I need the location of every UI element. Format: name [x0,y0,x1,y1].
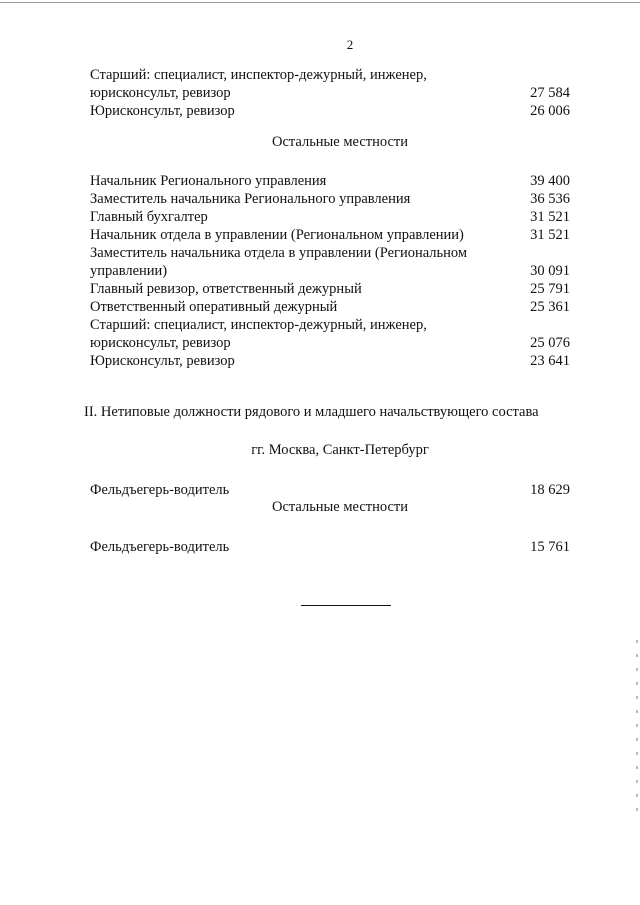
position-label: Фельдъегерь-водитель [90,482,230,498]
position-label: Старший: специалист, инспектор-дежурный, инженер, юрисконсульт, ревизор [90,67,427,101]
position-label: Ответственный оперативный дежурный [90,299,338,315]
position-label: Начальник Регионального управления [90,173,327,189]
top-rates-block [90,66,570,120]
position-label: Главный бухгалтер [90,209,208,225]
section-heading-other-localities: Остальные местности [271,134,409,150]
city-heading: гг. Москва, Санкт-Петербург [251,442,429,458]
table-row [90,280,570,298]
moscow-block [90,481,570,499]
position-label: Начальник отдела в управлении (Региональном управлении) [90,227,464,243]
table-row [90,316,570,352]
salary-value: 23 641 [530,353,570,369]
table-row [90,298,570,316]
position-label: Главный ревизор, ответственный дежурный [90,281,362,297]
salary-value: 25 361 [530,299,570,315]
table-row [90,208,570,226]
position-label: Заместитель начальника отдела в управлении (Региональном управлении) [90,245,468,279]
table-row [90,172,570,190]
other-localities-block-2 [90,538,570,556]
salary-value: 39 400 [530,173,570,189]
salary-value: 36 536 [530,191,570,207]
salary-value: 31 521 [530,227,570,243]
position-label: Старший: специалист, инспектор-дежурный, инженер, юрисконсульт, ревизор [90,317,427,351]
salary-value: 18 629 [530,482,570,498]
table-row [90,226,570,244]
scan-margin-marks [636,640,638,820]
table-row [90,102,570,120]
top-edge-rule [0,2,640,3]
position-label: Заместитель начальника Регионального управления [90,191,411,207]
page-number: 2 [346,37,354,52]
section-heading-roman-two: II. Нетиповые должности рядового и младшего начальствующего состава [84,404,539,420]
table-row [90,66,570,102]
table-row [90,190,570,208]
position-label: Юрисконсульт, ревизор [90,353,235,369]
salary-value: 25 791 [530,281,570,297]
table-row [90,538,570,556]
table-row [90,244,570,280]
table-row [90,481,570,499]
end-of-document-rule [301,605,391,606]
table-row [90,352,570,370]
position-label: Юрисконсульт, ревизор [90,103,235,119]
salary-value: 31 521 [530,209,570,225]
salary-value: 27 584 [530,85,570,101]
salary-value: 25 076 [530,335,570,351]
section-heading-other-localities-2: Остальные местности [271,499,409,515]
salary-value: 15 761 [530,539,570,555]
salary-value: 30 091 [530,263,570,279]
other-localities-block [90,172,570,370]
salary-value: 26 006 [530,103,570,119]
position-label: Фельдъегерь-водитель [90,539,230,555]
